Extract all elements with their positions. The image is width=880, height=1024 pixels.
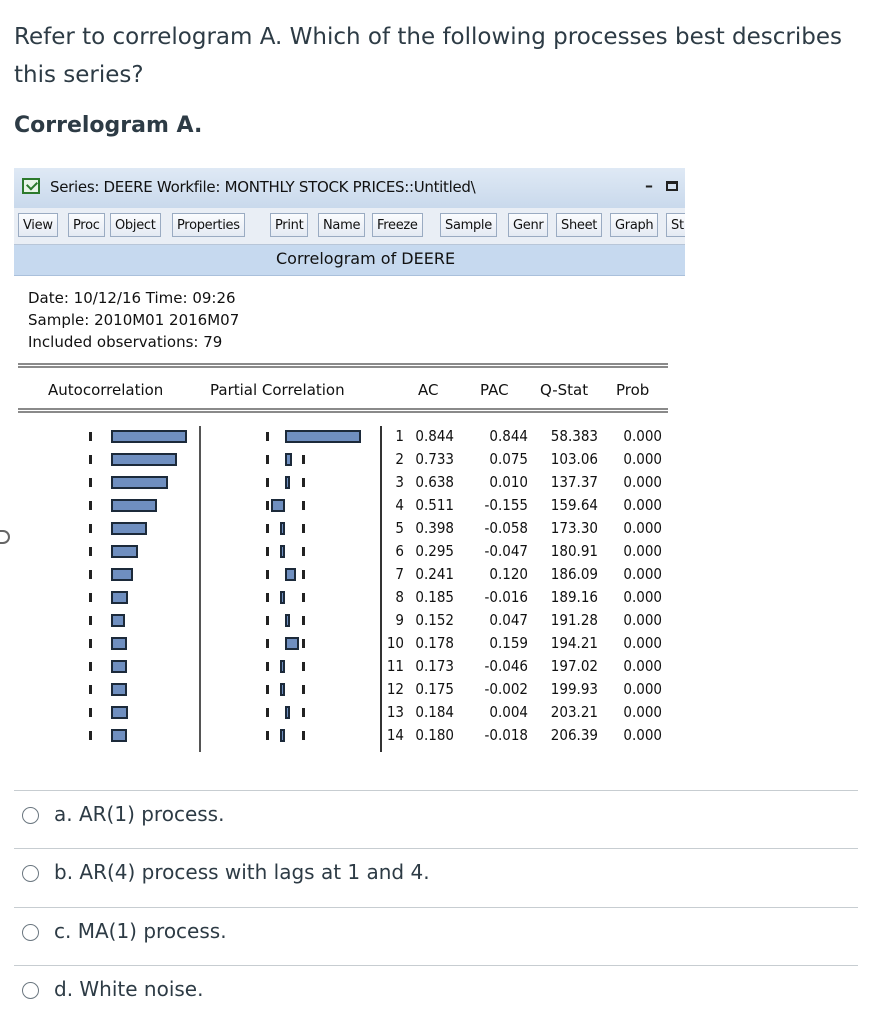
lag-number: 6 [395,542,404,560]
ac-bar [111,729,127,742]
correlogram-heading: Correlogram A. [14,113,203,138]
toolbar-view-button[interactable]: View [18,213,58,237]
option-d-label: d. White noise. [54,977,204,1001]
ac-bound-tick [89,662,92,671]
ac-bound-tick [89,547,92,556]
ac-value: 0.180 [415,726,454,744]
observations-line: Included observations: 79 [28,333,223,351]
prob-value: 0.000 [623,450,662,468]
pac-bound-tick [266,616,269,625]
toolbar-freeze-button[interactable]: Freeze [372,213,423,237]
lag-number: 1 [395,427,404,445]
option-separator [14,848,858,849]
qstat-value: 194.21 [550,634,598,652]
pac-bound-tick [302,570,305,579]
window-title: Series: DEERE Workfile: MONTHLY STOCK PRICES::Untitled\ [50,178,476,196]
ac-bound-tick [89,708,92,717]
prob-value: 0.000 [623,657,662,675]
option-c-label: c. MA(1) process. [54,919,227,943]
prob-value: 0.000 [623,611,662,629]
pac-value: -0.047 [484,542,528,560]
pac-bound-tick [302,524,305,533]
qstat-value: 186.09 [550,565,598,583]
ac-value: 0.844 [415,427,454,445]
option-b-label: b. AR(4) process with lags at 1 and 4. [54,860,430,884]
pac-value: -0.155 [484,496,528,514]
lag-number: 9 [395,611,404,629]
toolbar-properties-button[interactable]: Properties [172,213,245,237]
option-a-label: a. AR(1) process. [54,802,225,826]
pac-bar [285,614,290,627]
qstat-value: 197.02 [550,657,598,675]
pac-bar [285,430,361,443]
lag-number: 13 [386,703,404,721]
prob-value: 0.000 [623,565,662,583]
lag-number: 5 [395,519,404,537]
qstat-value: 180.91 [550,542,598,560]
toolbar-print-button[interactable]: Print [270,213,308,237]
lag-number: 11 [386,657,404,675]
pac-header: PAC [480,381,509,399]
lag-number: 12 [386,680,404,698]
ac-bar [111,591,128,604]
ac-header: AC [418,381,439,399]
radio-button[interactable] [22,982,39,999]
sample-line: Sample: 2010M01 2016M07 [28,311,240,329]
qstat-value: 159.64 [550,496,598,514]
ac-bound-tick [89,685,92,694]
date-time-line: Date: 10/12/16 Time: 09:26 [28,289,236,307]
ac-bar [111,683,127,696]
toolbar-sheet-button[interactable]: Sheet [556,213,602,237]
correlogram-title: Correlogram of DEERE [276,249,456,268]
pac-bar [285,453,292,466]
pac-bound-tick [302,547,305,556]
qstat-value: 137.37 [550,473,598,491]
pac-bound-tick [302,478,305,487]
qstat-header: Q-Stat [540,381,589,399]
pac-bound-tick [302,639,305,648]
window-titlebar [14,168,685,209]
ac-value: 0.295 [415,542,454,560]
pac-value: -0.046 [484,657,528,675]
autocorrelation-header: Autocorrelation [48,381,164,399]
pac-bound-tick [302,662,305,671]
pac-bar [280,591,285,604]
pac-bar [280,660,285,673]
qstat-value: 189.16 [550,588,598,606]
page-edge-marker [0,530,10,544]
pac-value: 0.159 [489,634,528,652]
pac-bound-tick [266,501,269,510]
pac-value: -0.016 [484,588,528,606]
pac-value: -0.002 [484,680,528,698]
prob-value: 0.000 [623,542,662,560]
qstat-value: 103.06 [550,450,598,468]
ac-bar [111,476,168,489]
eviews-toolbar [14,208,685,245]
ac-bound-tick [89,524,92,533]
pac-bound-tick [266,708,269,717]
toolbar-genr-button[interactable]: Genr [508,213,548,237]
pac-bar [280,729,285,742]
pac-value: -0.058 [484,519,528,537]
pac-bar [285,476,290,489]
pac-bar [271,499,285,512]
ac-bound-tick [89,570,92,579]
prob-value: 0.000 [623,427,662,445]
ac-bound-tick [89,616,92,625]
prob-value: 0.000 [623,519,662,537]
prob-value: 0.000 [623,588,662,606]
pac-bound-tick [302,685,305,694]
pac-bound-tick [266,570,269,579]
option-separator [14,790,858,791]
pac-value: 0.120 [489,565,528,583]
toolbar-graph-button[interactable]: Graph [610,213,658,237]
ac-value: 0.178 [415,634,454,652]
prob-value: 0.000 [623,703,662,721]
qstat-value: 206.39 [550,726,598,744]
prob-value: 0.000 [623,680,662,698]
pac-bar [285,706,290,719]
prob-value: 0.000 [623,496,662,514]
ac-bound-tick [89,432,92,441]
pac-value: 0.075 [489,450,528,468]
ac-value: 0.733 [415,450,454,468]
ac-bar [111,499,157,512]
pac-value: -0.018 [484,726,528,744]
pac-value: 0.047 [489,611,528,629]
lag-number: 8 [395,588,404,606]
prob-value: 0.000 [623,473,662,491]
pac-bound-tick [302,455,305,464]
pac-bound-tick [302,501,305,510]
lag-number: 10 [386,634,404,652]
pac-bound-tick [266,547,269,556]
ac-bound-tick [89,455,92,464]
restore-icon[interactable] [666,181,678,191]
ac-value: 0.184 [415,703,454,721]
lag-number: 3 [395,473,404,491]
pac-value: 0.010 [489,473,528,491]
ac-value: 0.511 [415,496,454,514]
partial-correlation-header: Partial Correlation [210,381,345,399]
ac-bar [111,545,138,558]
pac-bound-tick [266,524,269,533]
ac-bar [111,637,127,650]
toolbar-proc-button[interactable]: Proc [68,213,105,237]
pac-value: 0.004 [489,703,528,721]
header-top-rule [18,363,668,368]
ac-value: 0.185 [415,588,454,606]
question-text: Refer to correlogram A. Which of the following processes best describes this series? [14,24,842,88]
pac-bound-tick [302,616,305,625]
pac-bar [285,568,296,581]
toolbar-stats-button[interactable]: St [666,213,685,237]
radio-button[interactable] [22,807,39,824]
ac-bar [111,453,177,466]
radio-button[interactable] [22,865,39,882]
ac-value: 0.638 [415,473,454,491]
ac-bound-tick [89,731,92,740]
pac-bar [285,637,299,650]
ac-bound-tick [89,639,92,648]
toolbar-name-button[interactable]: Name [318,213,365,237]
minimize-icon[interactable]: – [645,176,653,195]
lag-number: 2 [395,450,404,468]
option-separator [14,907,858,908]
header-bottom-rule [18,408,668,413]
prob-value: 0.000 [623,634,662,652]
qstat-value: 199.93 [550,680,598,698]
eviews-window [14,168,685,752]
pac-bound-tick [266,731,269,740]
ac-value: 0.241 [415,565,454,583]
toolbar-sample-button[interactable]: Sample [440,213,497,237]
prob-header: Prob [616,381,650,399]
qstat-value: 173.30 [550,519,598,537]
option-separator [14,965,858,966]
radio-button[interactable] [22,924,39,941]
lag-number: 7 [395,565,404,583]
pac-bound-tick [302,708,305,717]
ac-value: 0.175 [415,680,454,698]
ac-bar [111,522,147,535]
ac-bar [111,568,133,581]
ac-bar [111,614,125,627]
series-check-icon [22,178,40,194]
ac-bound-tick [89,593,92,602]
pac-bound-tick [266,455,269,464]
pac-bound-tick [266,432,269,441]
pac-value: 0.844 [489,427,528,445]
ac-bound-tick [89,501,92,510]
pac-bound-tick [266,662,269,671]
pac-bound-tick [266,639,269,648]
lag-number: 14 [386,726,404,744]
pac-zero-axis [199,426,201,752]
qstat-value: 191.28 [550,611,598,629]
pac-bar [280,522,285,535]
lag-number: 4 [395,496,404,514]
ac-bound-tick [89,478,92,487]
ac-bar [111,660,127,673]
pac-bar [280,545,285,558]
pac-bar [280,683,285,696]
pac-bound-tick [266,685,269,694]
prob-value: 0.000 [623,726,662,744]
ac-bar [111,706,128,719]
ac-value: 0.152 [415,611,454,629]
qstat-value: 203.21 [550,703,598,721]
qstat-value: 58.383 [550,427,598,445]
ac-value: 0.173 [415,657,454,675]
toolbar-object-button[interactable]: Object [110,213,161,237]
pac-bound-tick [266,478,269,487]
ac-value: 0.398 [415,519,454,537]
ac-bar [111,430,187,443]
correlogram-title-band [14,245,685,276]
pac-bound-tick [266,593,269,602]
pac-bound-tick [302,731,305,740]
pac-bound-tick [302,593,305,602]
